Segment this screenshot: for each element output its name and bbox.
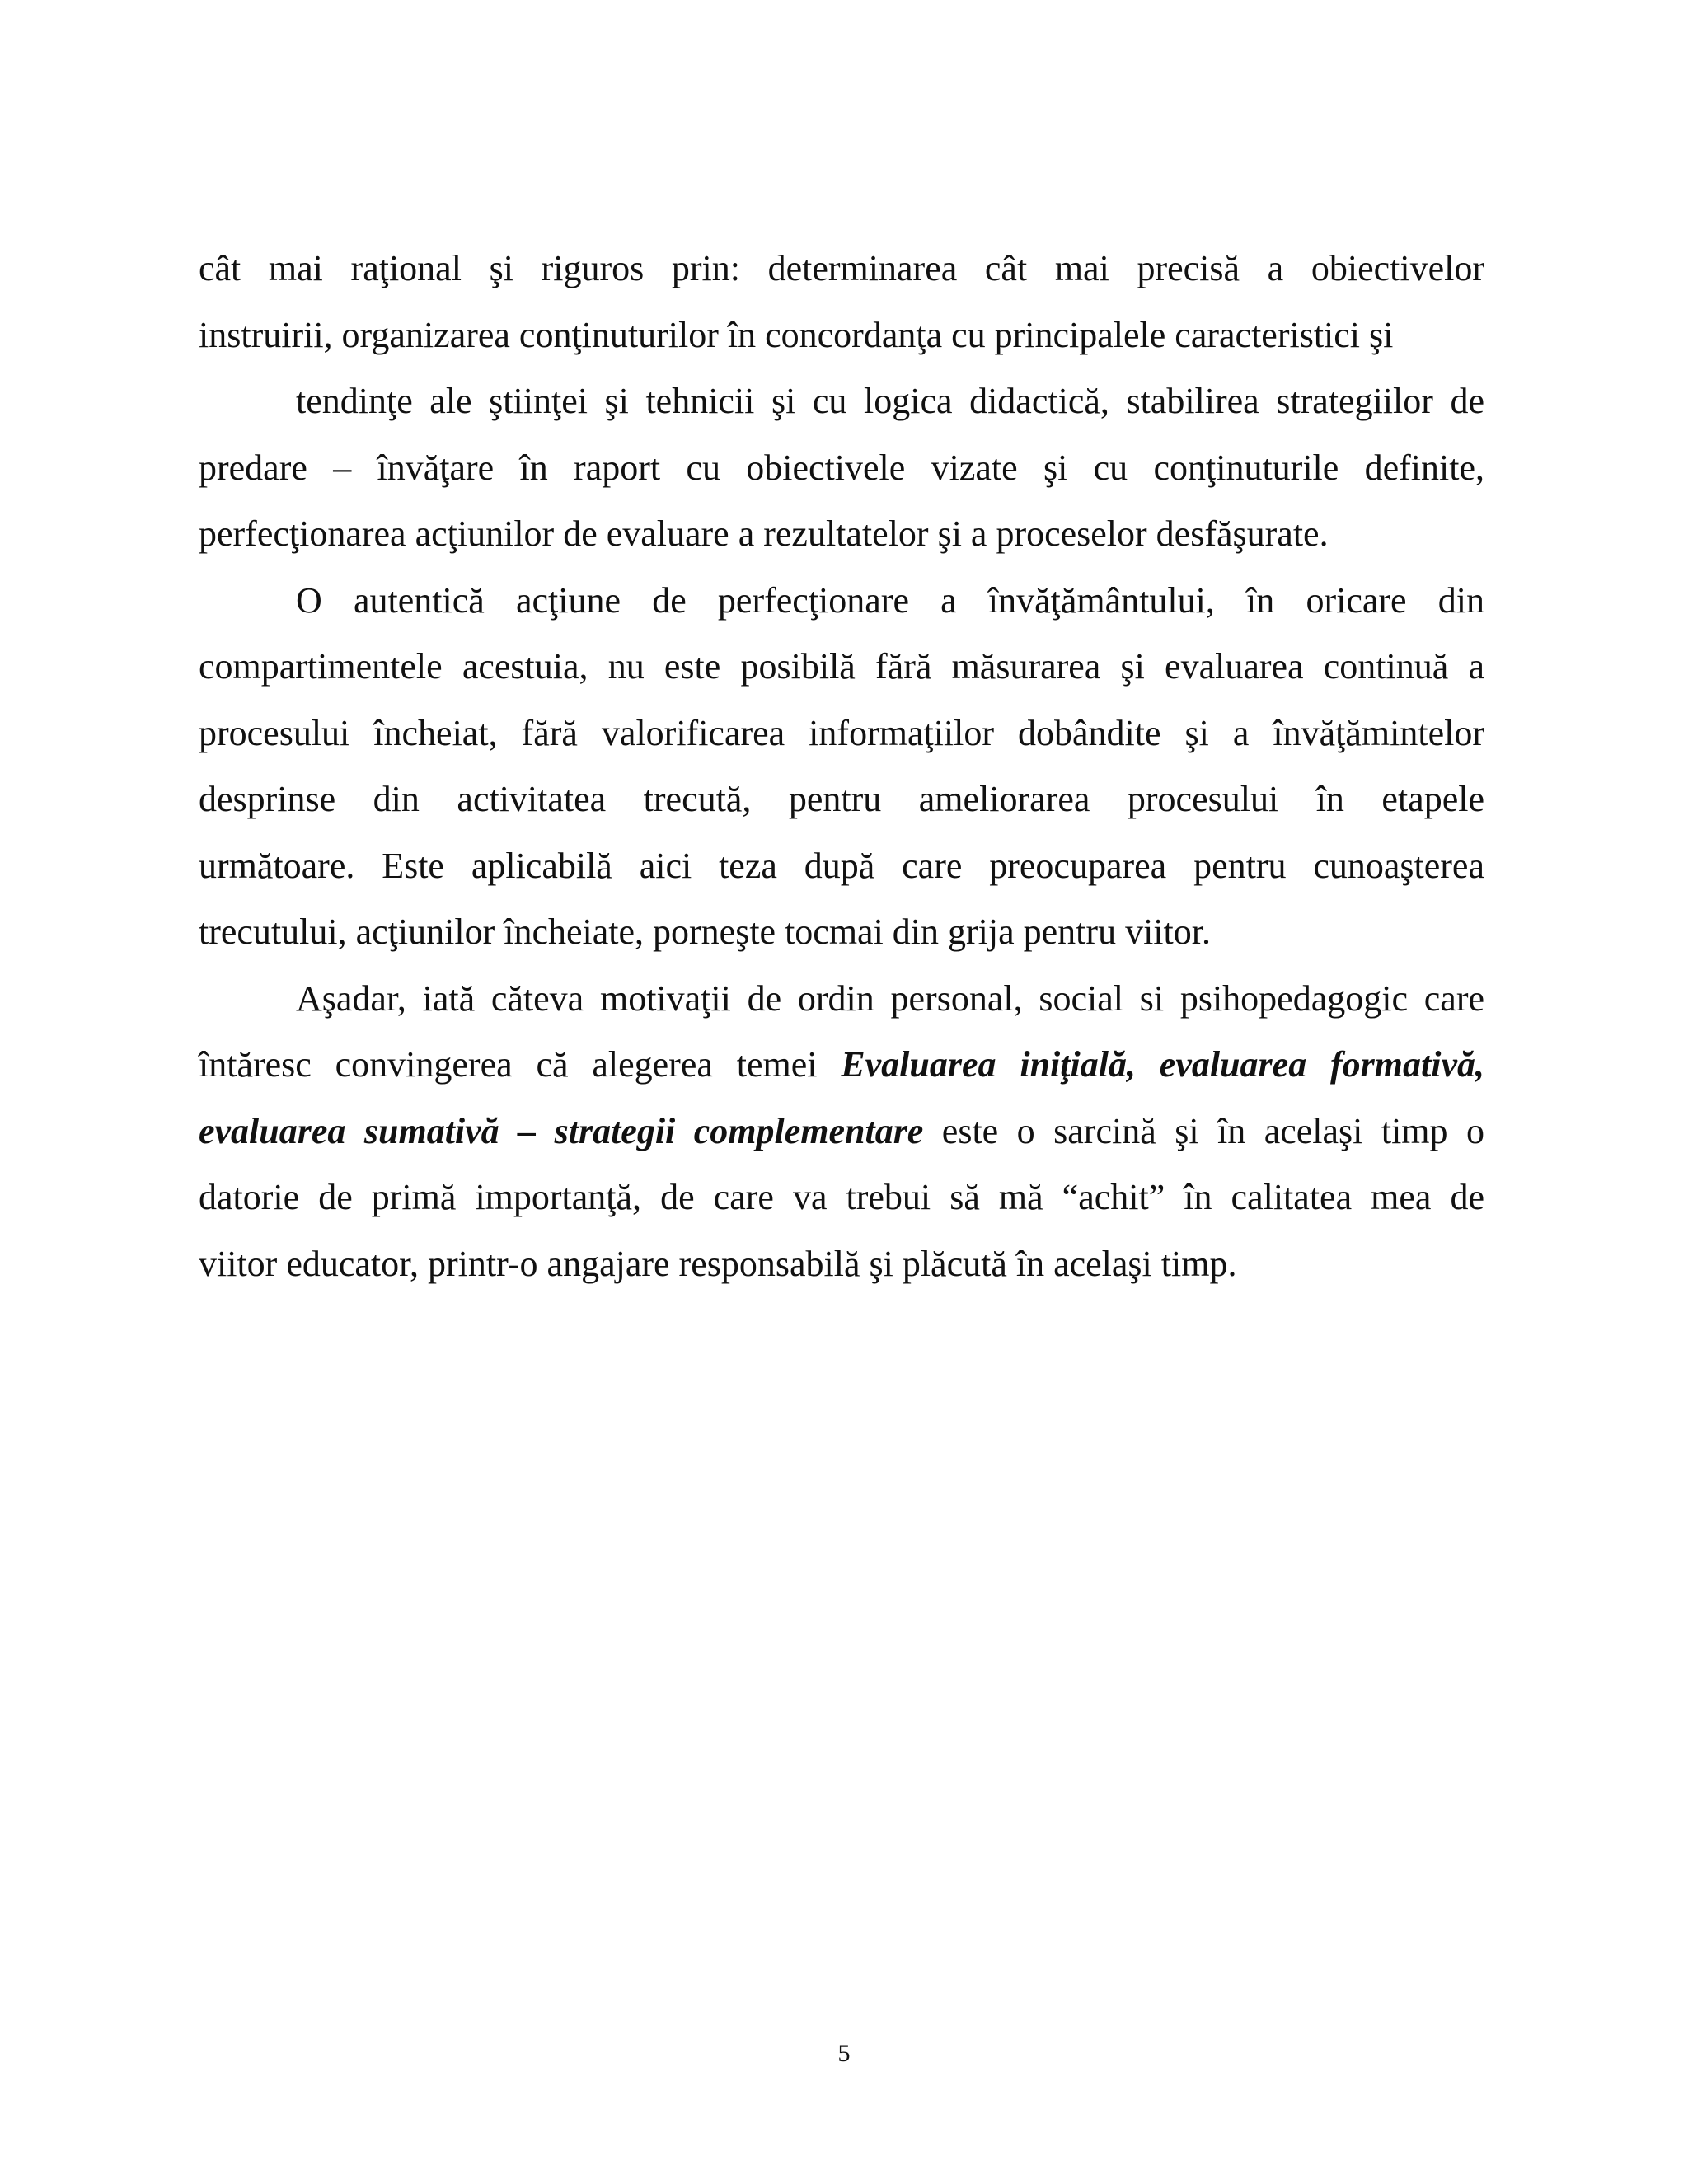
text-line: O autentică acţiune de perfecţionare a învăţământului, în oricare din (296, 579, 1484, 621)
text-line: Aşadar, iată căteva motivaţii de ordin personal, social si psihopedagogic care (296, 977, 1484, 1019)
text-line (199, 1032, 1484, 1099)
text-line: desprinse din activitatea trecută, pentru ameliorarea procesului în etapele (199, 779, 1484, 819)
topic-title-emphasis: Evaluarea iniţială, evaluarea formativă, (841, 1044, 1485, 1085)
text-line (199, 1099, 1484, 1165)
text-line: perfecţionarea acţiunilor de evaluare a rezultatelor şi a proceselor desfăşurate. (199, 513, 1329, 554)
body-text (199, 236, 1484, 1297)
text-line: viitor educator, printr-o angajare responsabilă şi plăcută în acelaşi timp. (199, 1243, 1237, 1284)
text-line: cât mai raţional şi riguros prin: determinarea cât mai precisă a obiectivelor (199, 248, 1484, 288)
topic-title-emphasis: evaluarea sumativă – strategii complementare (199, 1110, 924, 1151)
text-line: datorie de primă importanţă, de care va trebui să mă “achit” în calitatea mea de (199, 1177, 1484, 1217)
text-line: trecutului, acţiunilor încheiate, porneşte tocmai din grija pentru viitor. (199, 912, 1211, 952)
page-number: 5 (837, 2040, 851, 2067)
text-plain: întăresc convingerea că alegerea temei (199, 1044, 842, 1085)
text-line: următoare. Este aplicabilă aici teza după care preocuparea pentru cunoaşterea (199, 845, 1484, 886)
text-line: compartimentele acestuia, nu este posibilă fără măsurarea şi evaluarea continuă a (199, 646, 1484, 687)
text-plain: este o sarcină şi în acelaşi timp o (923, 1110, 1484, 1151)
text-line: instruirii, organizarea conţinuturilor în concordanţa cu principalele caracteristici şi (199, 314, 1394, 355)
text-line: predare – învăţare în raport cu obiectivele vizate şi cu conţinuturile definite, (199, 447, 1484, 488)
text-line: procesului încheiat, fără valorificarea informaţiilor dobândite şi a învăţămintelor (199, 712, 1484, 753)
text-line: tendinţe ale ştiinţei şi tehnicii şi cu logica didactică, stabilirea strategiilor de (296, 381, 1484, 421)
